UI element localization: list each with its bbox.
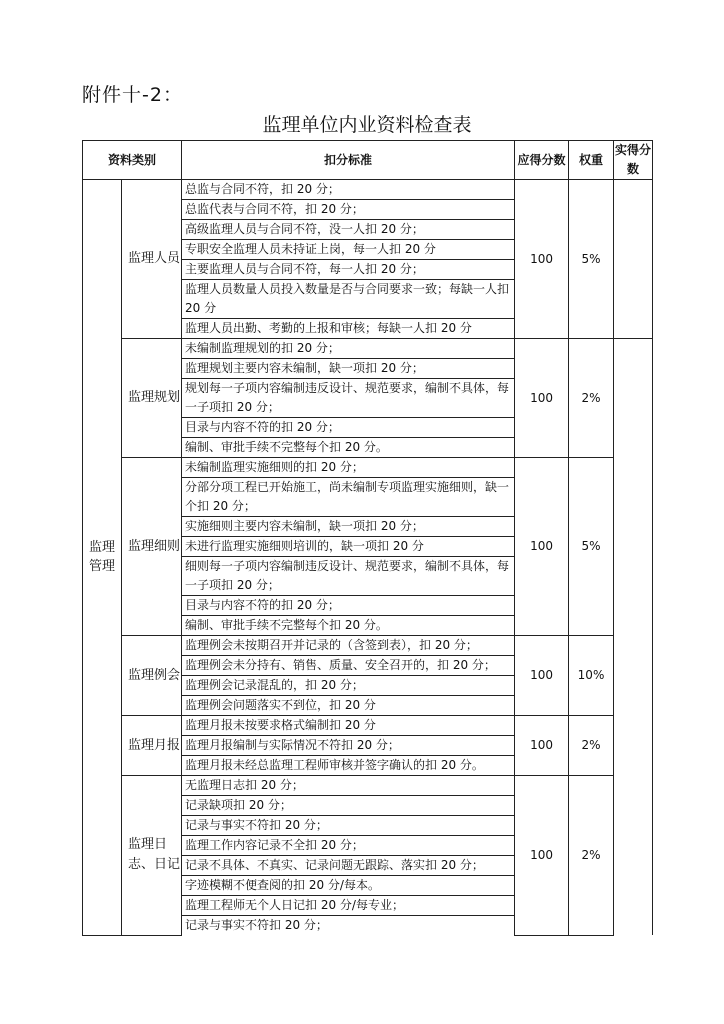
criteria-cell: 实施细则主要内容未编制，缺一项扣 20 分； [182, 517, 515, 537]
criteria-cell: 监理人员出勤、考勤的上报和审核；每缺一人扣 20 分 [182, 319, 515, 339]
max-score-cell: 100 [515, 339, 569, 458]
criteria-cell: 字迹模糊不便查阅的扣 20 分/每本。 [182, 876, 515, 896]
criteria-cell: 编制、审批手续不完整每个扣 20 分。 [182, 616, 515, 636]
actual-score-cell [614, 180, 653, 339]
criteria-cell: 监理月报未经总监理工程师审核并签字确认的扣 20 分。 [182, 756, 515, 776]
section-name: 监理细则 [122, 458, 182, 636]
criteria-cell: 监理月报编制与实际情况不符扣 20 分； [182, 736, 515, 756]
max-score-cell: 100 [515, 458, 569, 636]
criteria-cell: 监理例会记录混乱的，扣 20 分； [182, 676, 515, 696]
criteria-cell: 监理例会问题落实不到位，扣 20 分 [182, 696, 515, 716]
criteria-cell: 记录不具体、不真实、记录问题无跟踪、落实扣 20 分； [182, 856, 515, 876]
criteria-cell: 分部分项工程已开始施工，尚未编制专项监理实施细则，缺一个扣 20 分； [182, 478, 515, 517]
table-row [83, 458, 653, 478]
table-row [83, 776, 653, 796]
criteria-cell: 主要监理人员与合同不符，每一人扣 20 分； [182, 260, 515, 280]
criteria-cell: 未编制监理规划的扣 20 分； [182, 339, 515, 359]
max-score-cell: 100 [515, 636, 569, 716]
criteria-cell: 记录与事实不符扣 20 分； [182, 916, 515, 936]
table-body [83, 180, 653, 936]
criteria-cell: 记录缺项扣 20 分； [182, 796, 515, 816]
max-score-cell: 100 [515, 180, 569, 339]
criteria-cell: 未进行监理实施细则培训的，缺一项扣 20 分 [182, 537, 515, 557]
max-score-cell: 100 [515, 776, 569, 936]
header-weight: 权重 [569, 141, 614, 180]
attachment-label: 附件十-2： [82, 84, 183, 106]
criteria-cell: 监理人员数量人员投入数量是否与合同要求一致；每缺一人扣 20 分 [182, 280, 515, 319]
group-label: 监理管理 [83, 180, 122, 936]
header-category: 资料类别 [83, 141, 182, 180]
criteria-cell: 专职安全监理人员未持证上岗，每一人扣 20 分 [182, 240, 515, 260]
criteria-cell: 监理工程师无个人日记扣 20 分/每专业； [182, 896, 515, 916]
max-score-cell: 100 [515, 716, 569, 776]
weight-cell: 2% [569, 776, 614, 936]
criteria-cell: 监理月报未按要求格式编制扣 20 分 [182, 716, 515, 736]
section-name: 监理规划 [122, 339, 182, 458]
section-name: 监理日志、日记 [122, 776, 182, 936]
criteria-cell: 未编制监理实施细则的扣 20 分； [182, 458, 515, 478]
header-criteria: 扣分标准 [182, 141, 515, 180]
criteria-cell: 高级监理人员与合同不符，没一人扣 20 分； [182, 220, 515, 240]
criteria-cell: 细则每一子项内容编制违反设计、规范要求，编制不具体，每一子项扣 20 分； [182, 557, 515, 596]
document-title: 监理单位内业资料检查表 [262, 114, 472, 136]
weight-cell: 5% [569, 458, 614, 636]
section-name: 监理例会 [122, 636, 182, 716]
criteria-cell: 规划每一子项内容编制违反设计、规范要求，编制不具体，每一子项扣 20 分； [182, 379, 515, 418]
criteria-cell: 监理例会未按期召开并记录的（含签到表），扣 20 分； [182, 636, 515, 656]
section-name: 监理人员 [122, 180, 182, 339]
section-name: 监理月报 [122, 716, 182, 776]
table-header-row [83, 141, 653, 180]
weight-cell: 5% [569, 180, 614, 339]
table-row [83, 636, 653, 656]
weight-cell: 2% [569, 339, 614, 458]
criteria-cell: 记录与事实不符扣 20 分； [182, 816, 515, 836]
criteria-cell: 目录与内容不符的扣 20 分； [182, 418, 515, 438]
criteria-cell: 无监理日志扣 20 分； [182, 776, 515, 796]
criteria-cell: 总监与合同不符，扣 20 分； [182, 180, 515, 200]
header-max-score: 应得分数 [515, 141, 569, 180]
actual-score-cell [614, 339, 653, 936]
criteria-cell: 监理工作内容记录不全扣 20 分； [182, 836, 515, 856]
criteria-cell: 监理规划主要内容未编制，缺一项扣 20 分； [182, 359, 515, 379]
weight-cell: 10% [569, 636, 614, 716]
weight-cell: 2% [569, 716, 614, 776]
criteria-cell: 目录与内容不符的扣 20 分； [182, 596, 515, 616]
header-actual-score: 实得分数 [614, 141, 653, 180]
table-row [83, 180, 653, 200]
criteria-cell: 编制、审批手续不完整每个扣 20 分。 [182, 438, 515, 458]
table-row [83, 339, 653, 359]
criteria-cell: 总监代表与合同不符，扣 20 分； [182, 200, 515, 220]
inspection-table [82, 140, 653, 936]
criteria-cell: 监理例会未分持有、销售、质量、安全召开的，扣 20 分； [182, 656, 515, 676]
table-row [83, 716, 653, 736]
